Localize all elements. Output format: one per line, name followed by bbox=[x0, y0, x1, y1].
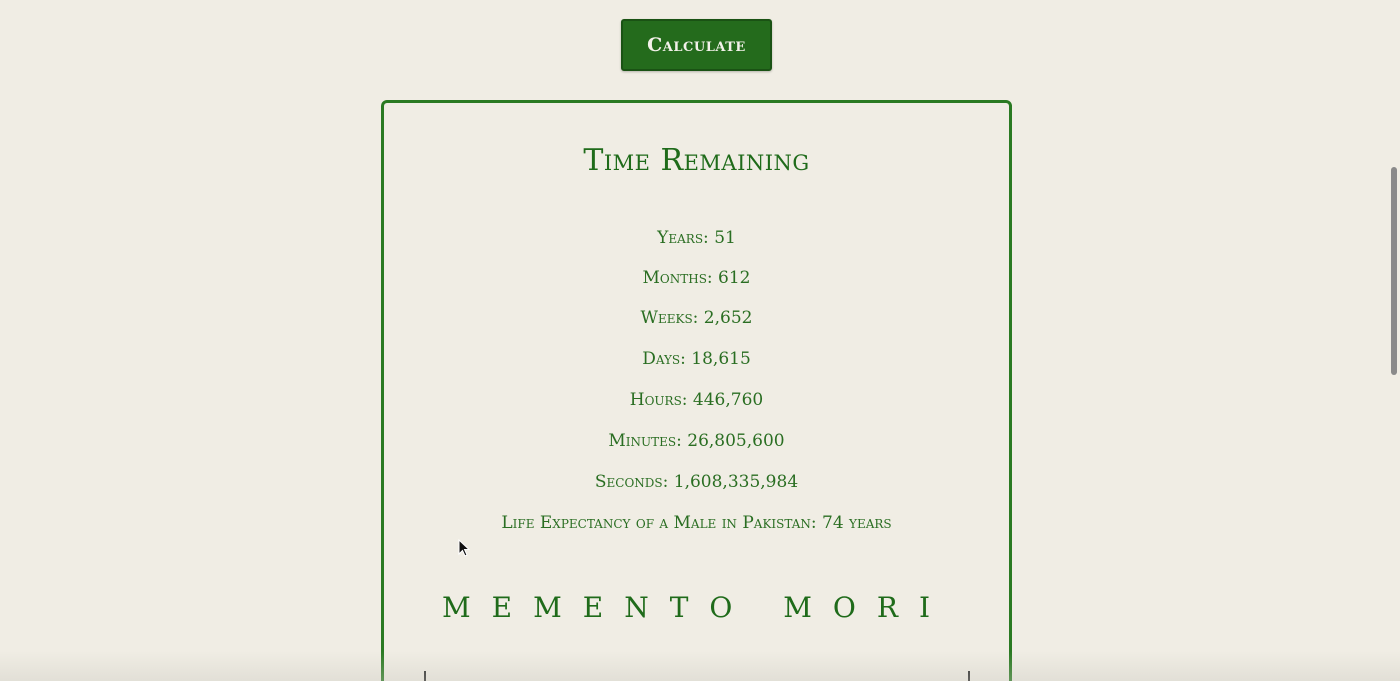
stat-seconds: Seconds: 1,608,335,984 bbox=[594, 472, 799, 492]
stat-months: Months: 612 bbox=[642, 268, 751, 288]
stat-minutes: Minutes: 26,805,600 bbox=[608, 431, 785, 451]
stat-weeks: Weeks: 2,652 bbox=[640, 308, 753, 328]
memento-mori-motto: MEMENTO MORI bbox=[441, 591, 952, 624]
life-expectancy-text: Life Expectancy of a Male in Pakistan: 74 years bbox=[501, 513, 892, 533]
stat-hours: Hours: 446,760 bbox=[629, 390, 764, 410]
stat-years: Years: 51 bbox=[657, 228, 736, 248]
divider-left bbox=[424, 671, 426, 681]
divider-right bbox=[968, 671, 970, 681]
stat-days: Days: 18,615 bbox=[642, 349, 751, 369]
time-remaining-card bbox=[381, 100, 1012, 681]
calculate-button[interactable]: Calculate bbox=[621, 19, 772, 71]
vertical-scrollbar[interactable] bbox=[1388, 0, 1400, 681]
card-title: Time Remaining bbox=[583, 143, 810, 178]
scrollbar-thumb[interactable] bbox=[1391, 167, 1397, 375]
